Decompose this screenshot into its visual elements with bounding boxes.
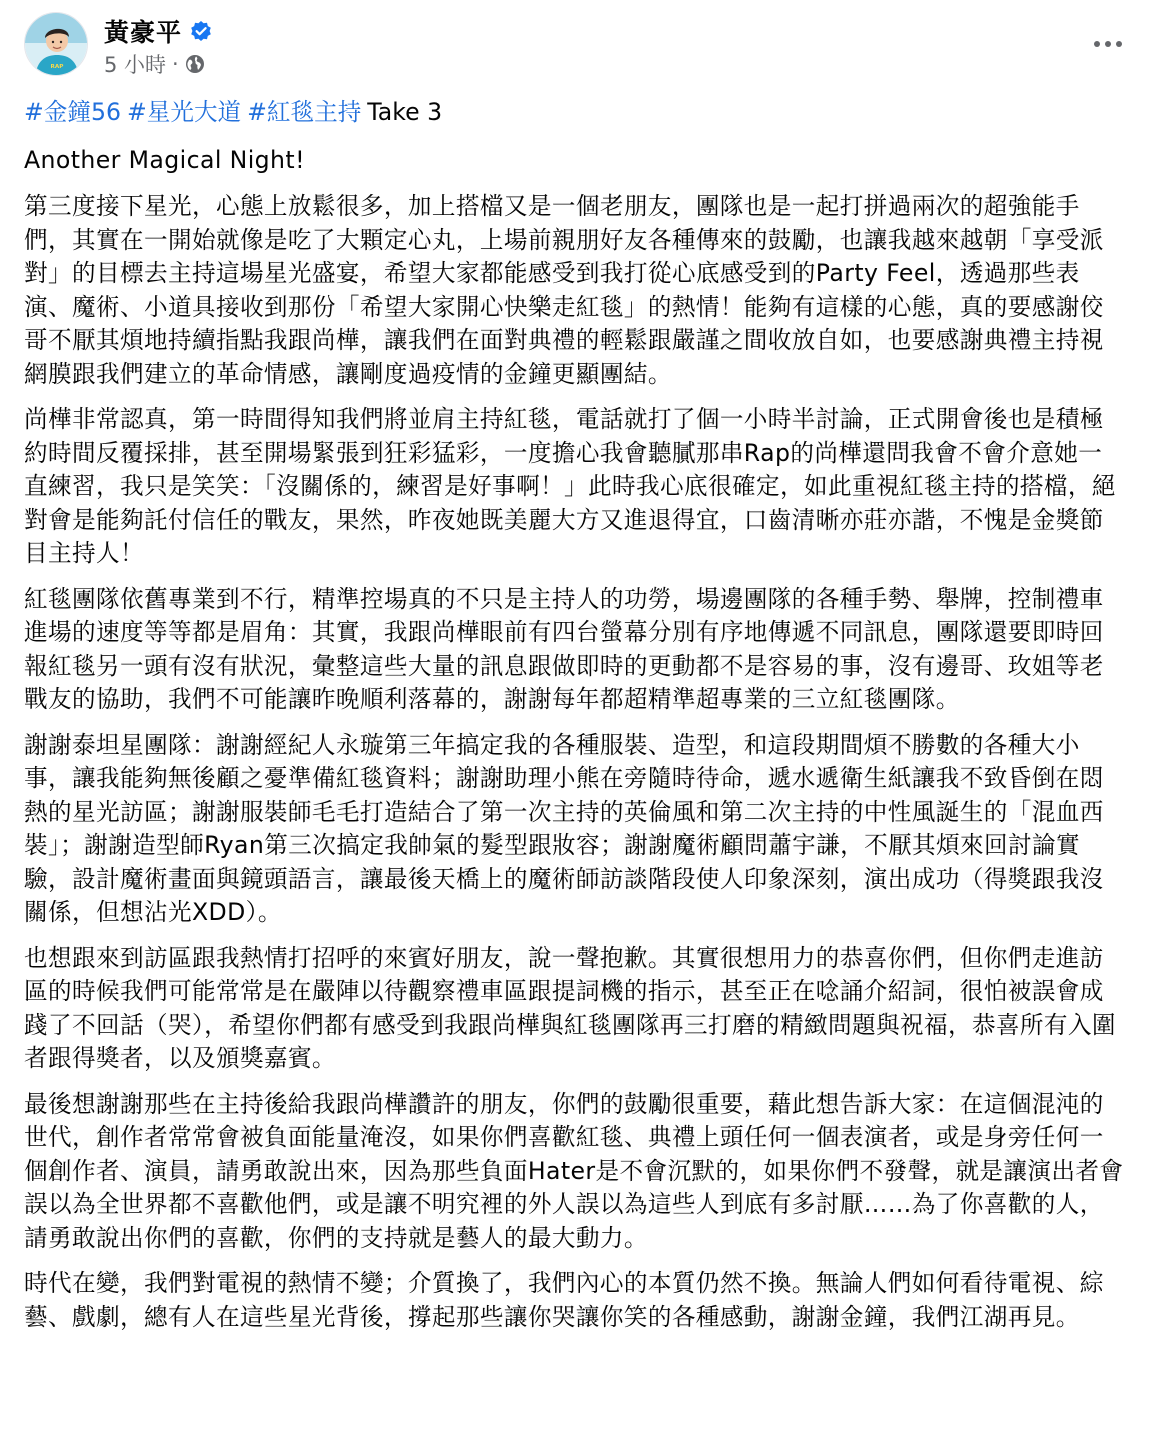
post-paragraph: 也想跟來到訪區跟我熱情打招呼的來賓好朋友，說一聲抱歉。其實很想用力的恭喜你們，但你們走進訪區的時候我們可能常常是在嚴陣以待觀察禮車區跟提詞機的指示，甚至正在唸誦介紹詞，很怕被誤會成踐了不回話（哭），希望你們都有感受到我跟尚樺與紅毯團隊再三打磨的精緻問題與祝福，恭喜所有入圍者跟得獎者，以及頒獎嘉賓。 xyxy=(24,943,1116,1072)
author-name[interactable]: 黃豪平 xyxy=(104,18,183,47)
more-options-button[interactable] xyxy=(1086,26,1130,62)
globe-icon[interactable] xyxy=(185,54,205,74)
post-meta xyxy=(104,12,212,79)
take-label: Take 3 xyxy=(367,98,443,126)
hashtag-link[interactable]: #金鐘56 xyxy=(24,98,121,126)
verified-badge-icon xyxy=(190,20,212,42)
post-paragraph: Another Magical Night! xyxy=(24,146,305,174)
hashtag-link[interactable]: #紅毯主持 xyxy=(247,98,362,126)
svg-text:ᴿᴬᴾ: ᴿᴬᴾ xyxy=(50,64,64,74)
post-content xyxy=(24,92,1124,1334)
more-horizontal-icon xyxy=(1093,40,1123,48)
post-timestamp[interactable]: 5 小時 xyxy=(104,53,167,77)
post-paragraph: 謝謝泰坦星團隊：謝謝經紀人永璇第三年搞定我的各種服裝、造型，和這段期間煩不勝數的各種大小事，讓我能夠無後顧之憂準備紅毯資料；謝謝助理小熊在旁隨時待命，遞水遞衛生紙讓我不致昏倒在悶熱的星光訪區；謝謝服裝師毛毛打造結合了第一次主持的英倫風和第二次主持的中性風誕生的「混血西裝」；謝謝造型師Ryan第三次搞定我帥氣的髮型跟妝容；謝謝魔術顧問蕭宇謙，不厭其煩來回討論實驗，設計魔術畫面與鏡頭語言，讓最後天橋上的魔術師訪談階段使人印象深刻，演出成功（得獎跟我沒關係，但想沾光XDD）。 xyxy=(24,730,1104,926)
post-paragraph: 第三度接下星光，心態上放鬆很多，加上搭檔又是一個老朋友，團隊也是一起打拼過兩次的超強能手們，其實在一開始就像是吃了大顆定心丸，上場前親朋好友各種傳來的鼓勵，也讓我越來越朝「享受派對」的目標去主持這場星光盛宴，希望大家都能感受到我打從心底感受到的Party Feel，透過那些表演、魔術、小道具接收到那份「希望大家開心快樂走紅毯」的熱情！能夠有這樣的心態，真的要感謝佼哥不厭其煩地持續指點我跟尚樺，讓我們在面對典禮的輕鬆跟嚴謹之間收放自如，也要感謝典禮主持視網膜跟我們建立的革命情感，讓剛度過疫情的金鐘更顯團結。 xyxy=(24,192,1104,388)
post-paragraph: 尚樺非常認真，第一時間得知我們將並肩主持紅毯，電話就打了個一小時半討論，正式開會後也是積極約時間反覆採排，甚至開場緊張到狂彩猛彩，一度擔心我會聽膩那串Rap的尚樺還問我會不會介意她一直練習，我只是笑笑：「沒關係的，練習是好事啊！」此時我心底很確定，如此重視紅毯主持的搭檔，絕對會是能夠託付信任的戰友，果然，昨夜她既美麗大方又進退得宜，口齒清晰亦莊亦諧，不愧是金獎節目主持人！ xyxy=(24,405,1116,567)
hashtag-line xyxy=(24,94,1124,130)
avatar[interactable] xyxy=(24,12,88,76)
timestamp-row xyxy=(104,49,212,79)
post-paragraph: 時代在變，我們對電視的熱情不變；介質換了，我們內心的本質仍然不換。無論人們如何看待電視、綜藝、戲劇，總有人在這些星光背後，撐起那些讓你哭讓你笑的各種感動，謝謝金鐘，我們江湖再見。 xyxy=(24,1269,1104,1331)
separator-dot: · xyxy=(172,52,179,76)
author-row xyxy=(104,14,212,48)
post-header xyxy=(24,12,212,79)
post-paragraph: 最後想謝謝那些在主持後給我跟尚樺讚許的朋友，你們的鼓勵很重要，藉此想告訴大家：在這個混沌的世代，創作者常常會被負面能量淹沒，如果你們喜歡紅毯、典禮上頭任何一個表演者，或是身旁任何一個創作者、演員，請勇敢說出來，因為那些負面Hater是不會沉默的，如果你們不發聲，就是讓演出者會誤以為全世界都不喜歡他們，或是讓不明究裡的外人誤以為這些人到底有多討厭……為了你喜歡的人，請勇敢說出你們的喜歡，你們的支持就是藝人的最大動力。 xyxy=(24,1089,1124,1252)
post-paragraph: 紅毯團隊依舊專業到不行，精準控場真的不只是主持人的功勞，場邊團隊的各種手勢、舉牌，控制禮車進場的速度等等都是眉角：其實，我跟尚樺眼前有四台螢幕分別有序地傳遞不同訊息，團隊還要即時回報紅毯另一頭有沒有狀況，彙整這些大量的訊息跟做即時的更動都不是容易的事，沒有邊哥、玫姐等老戰友的協助，我們不可能讓昨晚順利落幕的，謝謝每年都超精準超專業的三立紅毯團隊。 xyxy=(24,584,1104,713)
hashtag-link[interactable]: #星光大道 xyxy=(126,98,242,126)
